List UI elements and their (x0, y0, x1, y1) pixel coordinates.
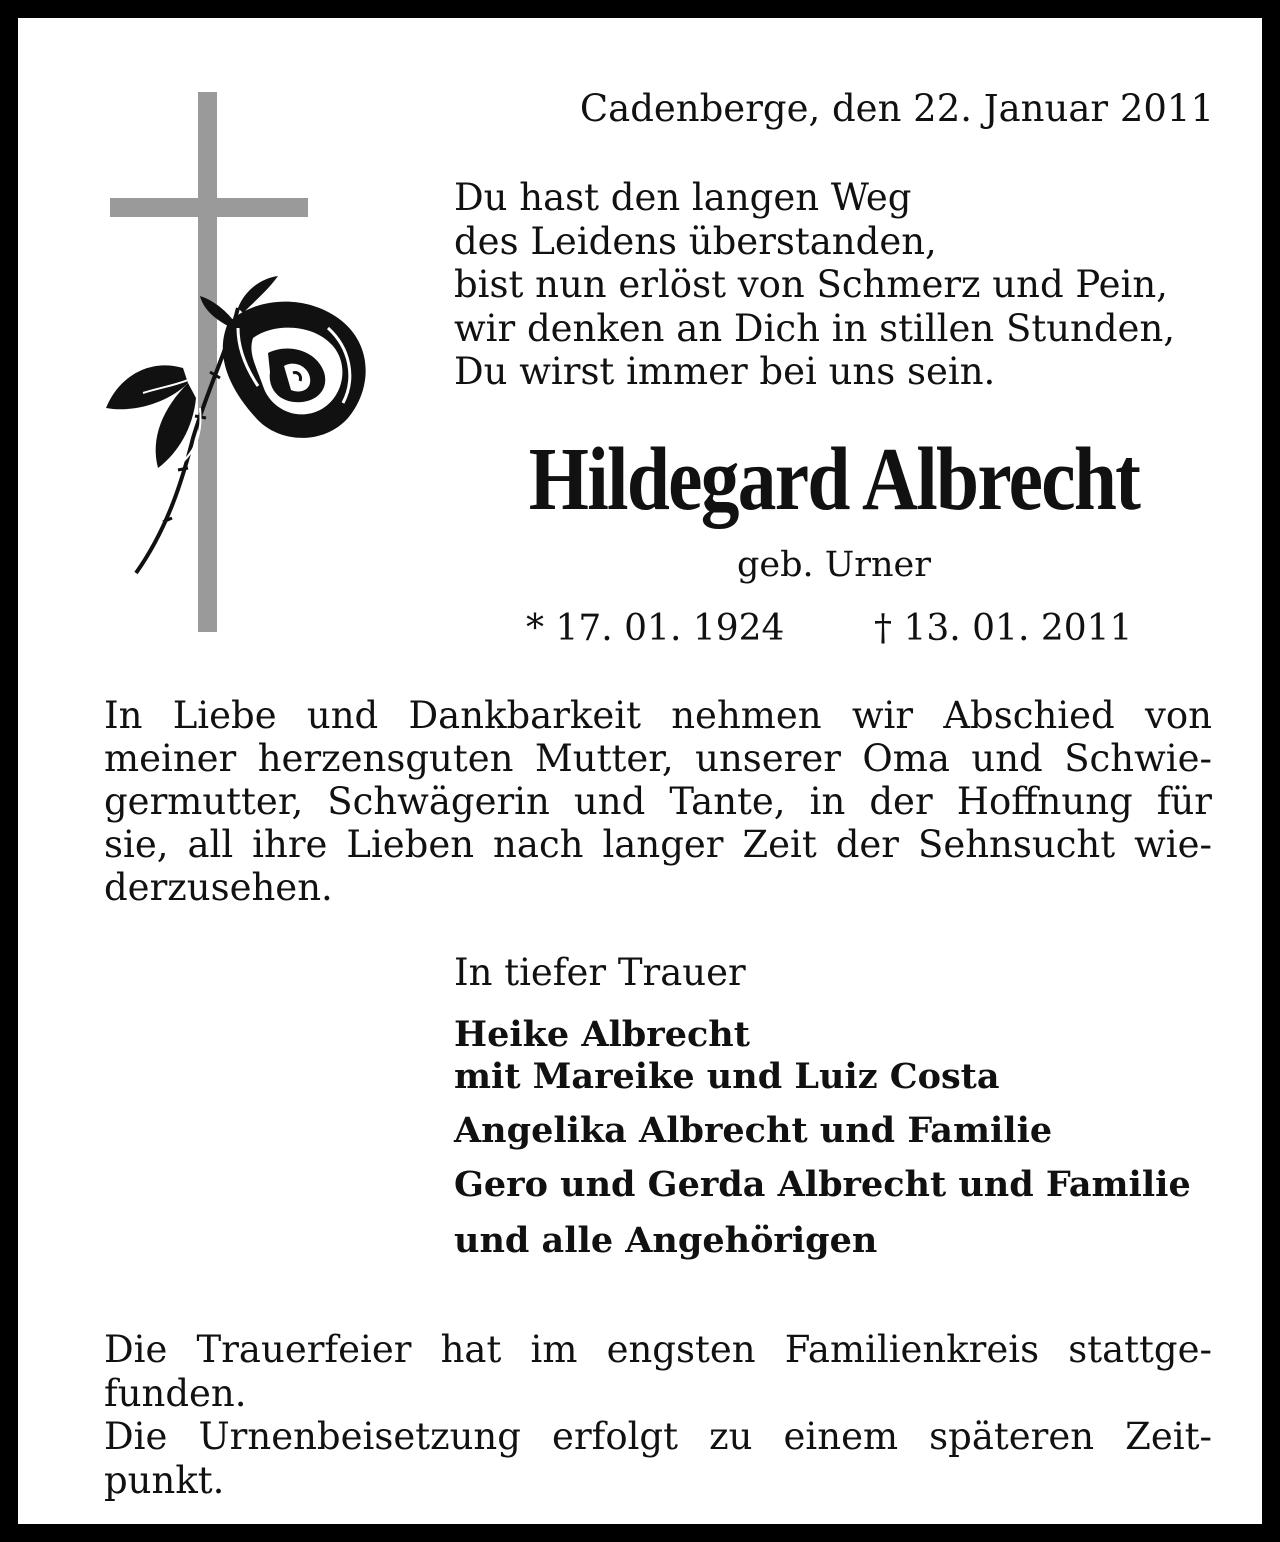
mourner-name: und alle Angehörigen (454, 1220, 878, 1261)
closing-line: Die Urnenbeisetzung erfolgt zu einem späteren Zeit- (104, 1415, 1212, 1458)
birth-name: geb. Urner (737, 545, 931, 585)
poem-line: Du hast den langen Weg (454, 176, 912, 219)
farewell-line: meiner herzensguten Mutter, unserer Oma und Schwie- (104, 737, 1212, 780)
closing-line: Die Trauerfeier hat im engsten Familienkreis stattge- (104, 1328, 1212, 1371)
farewell-line: sie, all ihre Lieben nach langer Zeit der Sehnsucht wie- (104, 823, 1212, 866)
mourner-name: Gero und Gerda Albrecht und Familie (454, 1164, 1191, 1205)
mourner-name: Angelika Albrecht und Familie (454, 1110, 1053, 1151)
farewell-paragraph (104, 694, 1212, 909)
closing-notes (104, 1328, 1212, 1502)
farewell-line: derzusehen. (104, 866, 333, 909)
rose-icon (88, 268, 388, 588)
farewell-line: germutter, Schwägerin und Tante, in der Hoffnung für (104, 780, 1212, 823)
farewell-line: In Liebe und Dankbarkeit nehmen wir Abschied von (104, 694, 1212, 737)
place-date: Cadenberge, den 22. Januar 2011 (579, 87, 1214, 130)
cross-horizontal-bar (110, 198, 308, 217)
poem (454, 176, 1224, 394)
deceased-name: Hildegard Albrecht (528, 430, 1140, 529)
death-date: † 13. 01. 2011 (874, 608, 1133, 649)
mourner-name: mit Mareike und Luiz Costa (454, 1056, 1000, 1097)
mourning-intro: In tiefer Trauer (454, 951, 746, 994)
closing-line: funden. (104, 1371, 247, 1415)
birth-date: * 17. 01. 1924 (526, 608, 785, 649)
poem-line: wir denken an Dich in stillen Stunden, (454, 306, 1176, 350)
poem-line: bist nun erlöst von Schmerz und Pein, (454, 263, 1168, 306)
poem-line: des Leidens überstanden, (454, 219, 937, 263)
mourner-name: Heike Albrecht (454, 1014, 750, 1055)
poem-line: Du wirst immer bei uns sein. (454, 350, 996, 393)
closing-line: punkt. (104, 1458, 225, 1502)
